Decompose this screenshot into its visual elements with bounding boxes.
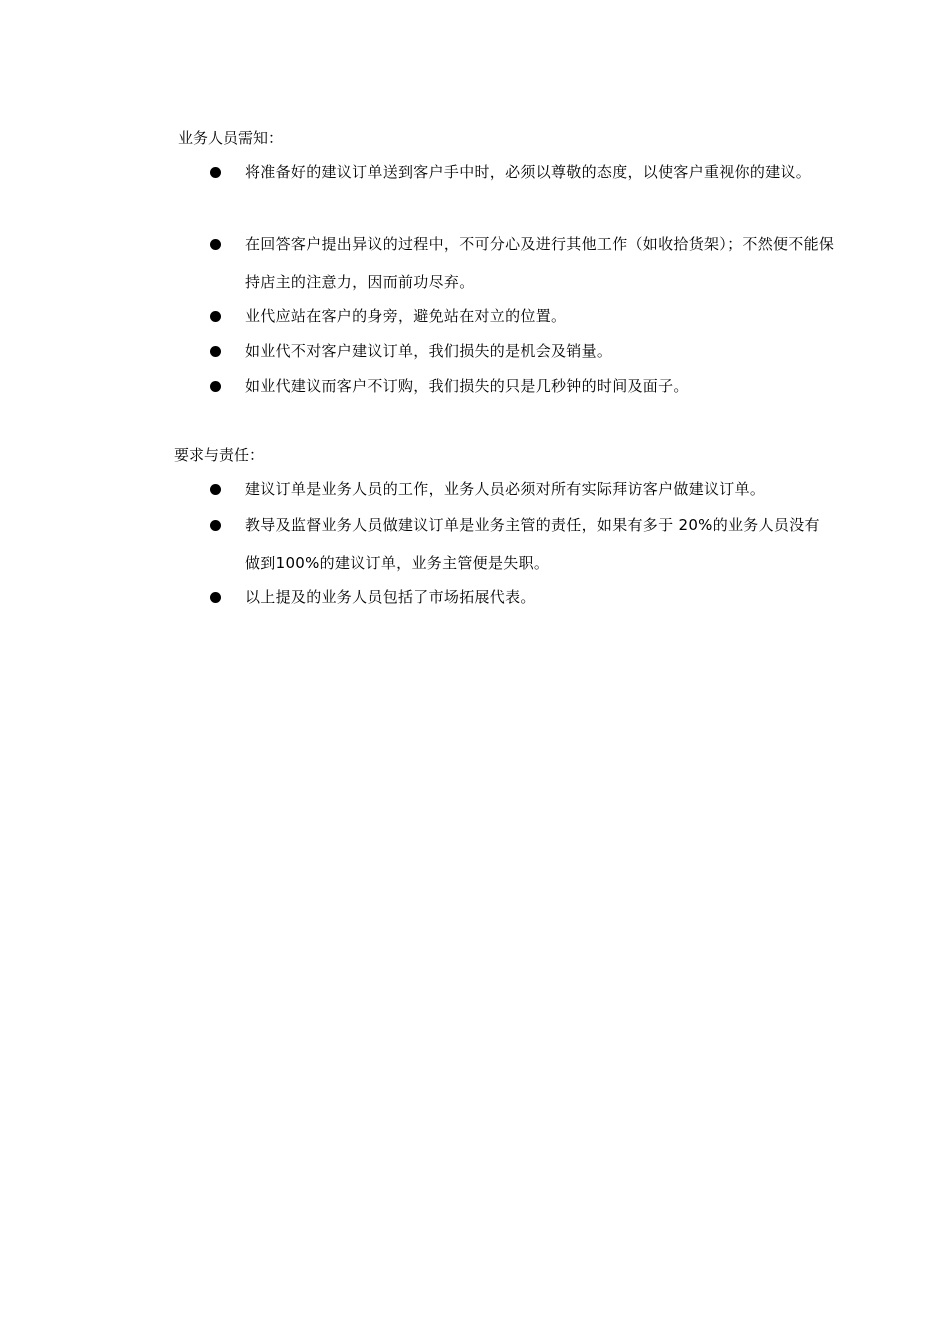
bullet-icon xyxy=(210,311,221,322)
bullet-icon xyxy=(210,520,221,531)
list-item-text: 建议订单是业务人员的工作，业务人员必须对所有实际拜访客户做建议订单。 xyxy=(245,480,766,498)
bullet-icon xyxy=(210,484,221,495)
list-item-text: 教导及监督业务人员做建议订单是业务主管的责任，如果有多于 20%的业务人员没有做到100%的建议订单，业务主管便是失职。 xyxy=(245,516,820,572)
list-item-text: 以上提及的业务人员包括了市场拓展代表。 xyxy=(245,588,536,606)
bullet-icon xyxy=(210,239,221,250)
bullet-icon xyxy=(210,346,221,357)
list-item-text: 如业代建议而客户不订购，我们损失的只是几秒钟的时间及面子。 xyxy=(245,377,689,395)
bullet-icon xyxy=(210,592,221,603)
section-heading-requirements: 要求与责任： xyxy=(174,446,265,464)
bullet-icon xyxy=(210,167,221,178)
list-item-text: 业代应站在客户的身旁，避免站在对立的位置。 xyxy=(245,307,567,325)
list-item-text: 如业代不对客户建议订单，我们损失的是机会及销量。 xyxy=(245,342,613,360)
list-item-text: 在回答客户提出异议的过程中，不可分心及进行其他工作（如收拾货架）；不然便不能保持店主的注意力，因而前功尽弃。 xyxy=(245,235,835,291)
section-heading-staff-notes: 业务人员需知： xyxy=(178,129,284,147)
bullet-icon xyxy=(210,381,221,392)
list-item-text: 将准备好的建议订单送到客户手中时，必须以尊敬的态度，以使客户重视你的建议。 xyxy=(245,163,812,181)
